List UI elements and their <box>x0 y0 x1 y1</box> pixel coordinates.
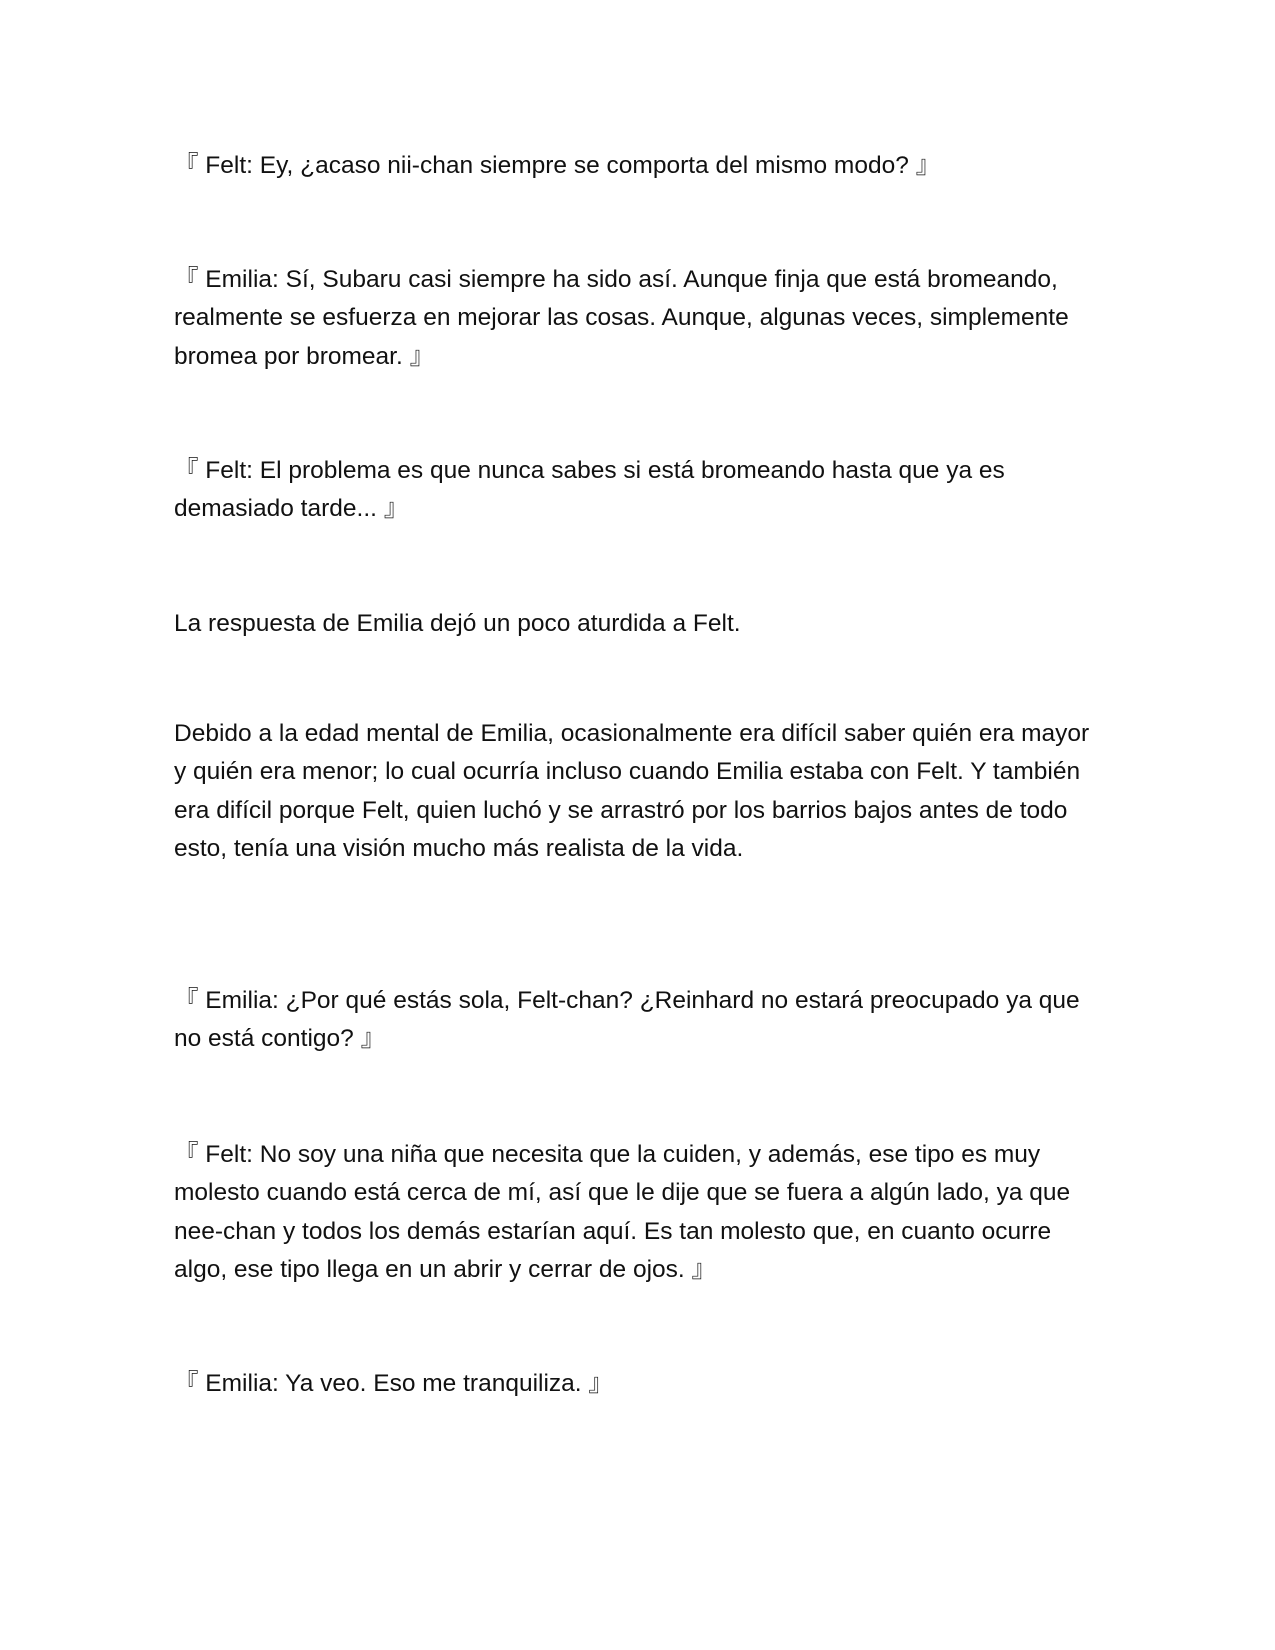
dialogue-emilia-2: 『 Emilia: ¿Por qué estás sola, Felt-chan? ¿Reinhard no estará preocupado ya que no está contigo? 』 <box>174 987 1080 1053</box>
dialogue-felt-2: 『 Felt: El problema es que nunca sabes si está bromeando hasta que ya es demasiado tarde... 』 <box>174 457 1005 523</box>
dialogue-felt-1: 『 Felt: Ey, ¿acaso nii-chan siempre se comporta del mismo modo? 』 <box>174 152 941 179</box>
narration-paragraph-1: La respuesta de Emilia dejó un poco aturdida a Felt. <box>174 610 741 637</box>
dialogue-emilia-3: 『 Emilia: Ya veo. Eso me tranquiliza. 』 <box>174 1370 613 1397</box>
dialogue-emilia-1: 『 Emilia: Sí, Subaru casi siempre ha sido así. Aunque finja que está bromeando, realmente se esfuerza en mejorar las cosas. Aunque, algunas veces, simplemente bromea por bromear. 』 <box>174 266 1069 370</box>
narration-paragraph-2: Debido a la edad mental de Emilia, ocasionalmente era difícil saber quién era mayor y quién era menor; lo cual ocurría incluso cuando Emilia estaba con Felt. Y también era difícil porque Felt, quien luchó y se arrastró por los barrios bajos antes de todo esto, tenía una visión mucho más realista de la vida. <box>174 720 1090 862</box>
dialogue-felt-3: 『 Felt: No soy una niña que necesita que la cuiden, y además, ese tipo es muy molesto cuando está cerca de mí, así que le dije que se fuera a algún lado, ya que nee-chan y todos los demás estarían aquí. Es tan molesto que, en cuanto ocurre algo, ese tipo llega en un abrir y cerrar de ojos. 』 <box>174 1141 1071 1283</box>
